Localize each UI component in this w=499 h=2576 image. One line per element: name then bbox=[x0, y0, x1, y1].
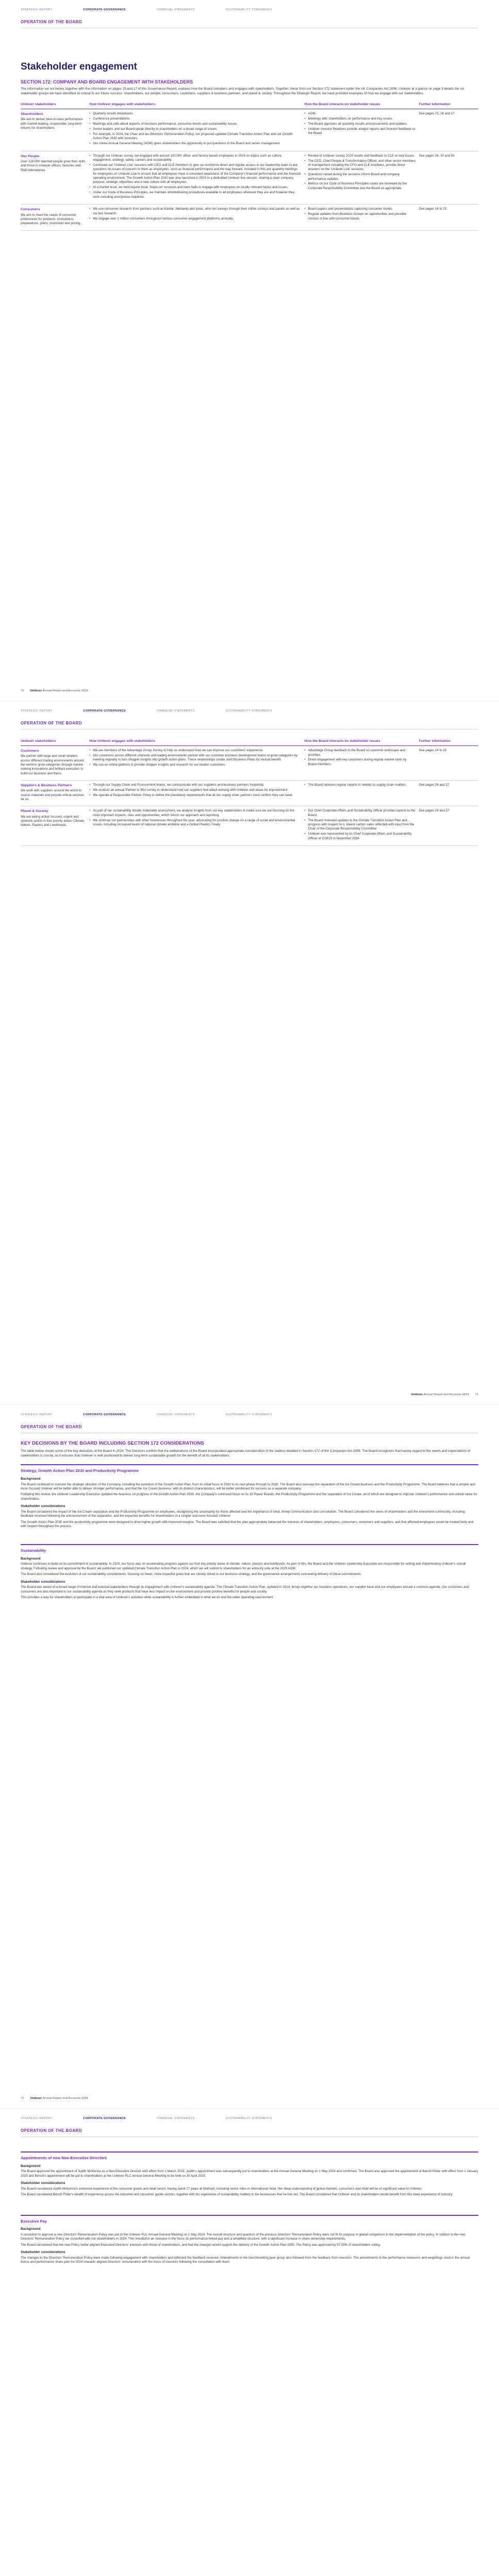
col-header: Unilever stakeholders bbox=[21, 738, 89, 745]
stakeholder-description: We work with suppliers around the world to source materials and provide critical services for us. bbox=[21, 789, 85, 802]
page-number: 72 bbox=[21, 2097, 24, 2100]
further-info-link[interactable]: See pages 14 to 23 bbox=[419, 205, 478, 230]
stakeholder-cell bbox=[21, 109, 89, 151]
col-header: Further information bbox=[419, 101, 478, 109]
table-body bbox=[21, 109, 478, 230]
list-item: • Meetings with shareholders on performance and key issues. bbox=[305, 117, 416, 121]
table-body bbox=[21, 746, 478, 846]
stakeholder-name: Our People bbox=[21, 154, 40, 158]
page-3 bbox=[0, 1404, 499, 2108]
col-header: Unilever stakeholders bbox=[21, 101, 89, 109]
background-label: Background bbox=[21, 1556, 41, 1561]
stakeholder-table bbox=[21, 101, 478, 230]
stakeholder-name: Customers bbox=[21, 749, 39, 753]
page-1 bbox=[0, 0, 499, 701]
decision-title: Executive Pay bbox=[21, 2218, 47, 2224]
list-item: • The Board reviewed updates to the Climate Transition Action Plan and progress with respect to it, lowest carbon sales reflected with input from the Chair of the Corporate Responsibility Committee. bbox=[305, 819, 416, 832]
list-item: • For example, in 2024, the Chair and our Directors' Remuneration Policy, our proposed updated Climate Transition Action Plan and our Growth Action Plan 2030 with investors. bbox=[89, 132, 301, 141]
list-item: • Regular updates from Business Groups on opportunities and possible choices in line with consumer trends. bbox=[305, 212, 416, 221]
further-info-link[interactable]: See pages 24 and 27 bbox=[419, 806, 478, 846]
list-item: • Metrics on our Code of Business Principles cases are reviewed by the Corporate Responsibility Committee and the Board as appropriate. bbox=[305, 182, 416, 191]
stakeholder-cell bbox=[21, 151, 89, 205]
engagement-cell bbox=[89, 781, 304, 806]
stakeholder-cell bbox=[21, 205, 89, 230]
list-item: • Direct engagement with key customers during regular market visits by Board members. bbox=[305, 758, 416, 767]
list-item: • At a market level, we held regular local, 'boots-on' sessions and town halls to engage with employees on locally relevant topics and issues. bbox=[89, 185, 301, 190]
stakeholder-description: We aim to deliver best-in-class performance with market-leading, responsible, long-term returns for shareholders. bbox=[21, 117, 83, 130]
list-item: • The Board receives regular reports in relation to supply chain matters. bbox=[305, 783, 416, 787]
board-cell bbox=[305, 781, 419, 806]
list-item: • Advantage Group feedback to the Board on customer landscape and priorities. bbox=[305, 749, 416, 757]
nav-corporate-governance[interactable]: CORPORATE GOVERNANCE bbox=[83, 8, 126, 11]
list-item: • We continue our partnerships with other businesses throughout the year, advocating for positive change on a range of social and environmental issues, including increased levels of national climate ambition and a Global Plastics Treaty. bbox=[89, 819, 301, 827]
list-item: • Unilever Investor Relations provide analyst reports and Investor feedback to the Board. bbox=[305, 127, 416, 136]
stakeholder-description: We are taking action focused, urgent and systemic action in four priority areas: Climate, Nature, Plastics and Livelihoods. bbox=[21, 815, 85, 827]
page-2 bbox=[0, 701, 499, 1404]
list-item: • As part of our sustainability double materiality assessment, we analyse insights from our key stakeholders to make sure we are focusing on the most important impacts, risks and opportunities, which inform our approach and reporting. bbox=[89, 809, 301, 818]
board-cell bbox=[305, 806, 419, 846]
section-label: OPERATION OF THE BOARD bbox=[21, 720, 82, 725]
top-nav bbox=[21, 2109, 478, 2121]
table-row bbox=[21, 781, 478, 806]
decision-box-strategy bbox=[21, 1464, 478, 1529]
col-header: Further information bbox=[419, 738, 478, 745]
engagement-cell bbox=[89, 806, 304, 846]
footer-brand: Unilever bbox=[30, 689, 42, 693]
nav-sustainability-statements[interactable]: SUSTAINABILITY STATEMENTS bbox=[225, 2117, 272, 2120]
page-number: 70 bbox=[21, 689, 24, 693]
stakeholder-label: Stakeholder considerations bbox=[21, 2250, 65, 2255]
nav-strategic-report[interactable]: STRATEGIC REPORT bbox=[21, 2117, 53, 2120]
list-item: • Senior leaders and our Board speak directly to shareholders on a broad range of issues. bbox=[89, 127, 301, 131]
further-info-link[interactable]: See pages 14 to 23 bbox=[419, 746, 478, 781]
nav-sustainability-statements[interactable]: SUSTAINABILITY STATEMENTS bbox=[225, 1413, 272, 1416]
background-text: The Board continued to oversee the strategic direction of the Company, including the evolution of the Growth Action Plan, from its initial focus in 2023 to its next phase through to 2030. The Board also oversaw the separation of the Ice Cream business and the Productivity Programme. The Board believes that a simpler and more focused Unilever will be better able to deliver stronger performance, and that the Ice Cream business, with its distinct characteristics, will be better positioned for success as a separate company. bbox=[21, 1482, 475, 1490]
col-header: How Unilever engages with stakeholders bbox=[89, 101, 304, 109]
list-item: • Through our Unilever survey, we engaged with around 100,000 office- and factory-based employees in 2024 on topics such as culture, engagement, strategy, safety, careers and sustainability. bbox=[89, 154, 301, 163]
nav-corporate-governance[interactable]: CORPORATE GOVERNANCE bbox=[83, 2117, 126, 2120]
nav-financial-statements[interactable]: FINANCIAL STATEMENTS bbox=[157, 2117, 195, 2120]
col-header: How the Board interacts on stakeholder issues bbox=[305, 738, 419, 745]
stakeholder-name: Consumers bbox=[21, 208, 40, 212]
stakeholder-name: Shareholders bbox=[21, 112, 43, 116]
stakeholder-table-continued bbox=[21, 738, 478, 846]
intro-paragraph: The information set out below, together with the information on pages 15 and 17 of this Governance Report, explains how the Board considers and engages with stakeholders. Together, these form our Section 172 statement under the UK Companies Act 2006. Unilever at a glance on page 3 details the six stakeholder groups we have identified as critical to our future success: shareholders, our people, consumers, customers, suppliers & business partners, and planet & society. Throughout the Strategic Report, we have provided examples of how we engage with our stakeholders. bbox=[21, 87, 464, 95]
list-item: • Under our Code of Business Principles, we maintain whistleblowing procedures available to all employees wherever they are and however they work including anonymous helplines. bbox=[89, 191, 301, 199]
board-cell bbox=[305, 109, 419, 151]
list-item: • Questions raised during the sessions inform Board and company performance updates. bbox=[305, 173, 416, 181]
nav-sustainability-statements[interactable]: SUSTAINABILITY STATEMENTS bbox=[225, 8, 272, 11]
decision-box-appointments bbox=[21, 2151, 478, 2197]
key-decisions-title: KEY DECISIONS BY THE BOARD INCLUDING SECTION 172 CONSIDERATIONS bbox=[21, 1440, 204, 1447]
stakeholder-text: The Board considered Judith McKenna's extensive experience of the consumer goods and retail sector, having spent 27 years at Walmart, including senior roles in international retail. Her deep understanding of global markets, consumers and retail will be of significant value to Unilever. bbox=[21, 2187, 422, 2191]
list-item: • Through our Supply Chain and Procurement teams, we communicate with our suppliers and business partners frequently. bbox=[89, 783, 301, 787]
list-item: • We operate a Responsible Partner Policy to define the mandatory requirements that all our supply chain partners must confirm they can meet. bbox=[89, 793, 301, 798]
section-label: OPERATION OF THE BOARD bbox=[21, 2128, 82, 2133]
footer-brand: Unilever bbox=[411, 1393, 423, 1397]
decision-title: Sustainability bbox=[21, 1548, 46, 1553]
engagement-cell bbox=[89, 151, 304, 205]
nav-strategic-report[interactable]: STRATEGIC REPORT bbox=[21, 8, 53, 11]
decision-title: Appointments of new Non-Executive Directors bbox=[21, 2156, 107, 2161]
board-cell bbox=[305, 746, 419, 781]
list-item: • We use consumer research from partners such as Kantar, Nielsenlq and Ipsos, who run surveys through their online surveys and panels as well as via fact research. bbox=[89, 207, 301, 216]
footer-brand: Unilever bbox=[30, 2097, 42, 2100]
table-header-row bbox=[21, 738, 478, 745]
engagement-cell bbox=[89, 205, 304, 230]
list-item: • Quarterly results broadcasts. bbox=[89, 112, 301, 116]
list-item: • AGM. bbox=[305, 112, 416, 116]
list-item: • We are members of the Advantage Group Survey to help us understand how we can improve our customers' experience. bbox=[89, 749, 301, 753]
nav-corporate-governance[interactable]: CORPORATE GOVERNANCE bbox=[83, 1413, 126, 1416]
further-info-link[interactable]: See pages 24, 30 and 53 bbox=[419, 151, 478, 205]
list-item: • Our online Annual General Meeting (AGM) gives shareholders the opportunity to put questions to the Board and senior management. bbox=[89, 142, 301, 146]
stakeholder-text: This provides a way for shareholders to participate in a vital area of Unilever's activities while sustainability is further embedded in what we do and the wider operating environment. bbox=[21, 1596, 274, 1600]
footer-report: Annual Report and Accounts 2024 bbox=[423, 1393, 469, 1397]
stakeholder-text: The changes to the Directors' Remuneration Policy were made following engagement with shareholders and reflected the feedback received. Amendments to the benchmarking peer group also followed from the feedback from investors. The amendments to the performance measures and weightings used in the annual bonus and performance share plan for 2024 onwards aligned Directors' remuneration with the focus of investors following the consultation with them. bbox=[21, 2256, 470, 2264]
page-4 bbox=[0, 2108, 499, 2576]
footer-report: Annual Report and Accounts 2024 bbox=[42, 689, 88, 693]
list-item: • Meetings and calls about aspects of business performance, consumer trends and sustainability issues. bbox=[89, 122, 301, 126]
section-label: OPERATION OF THE BOARD bbox=[21, 19, 82, 24]
list-item: • The Board approves all quarterly results announcements and updates. bbox=[305, 122, 416, 126]
stakeholder-name: Suppliers & Business Partners bbox=[21, 784, 72, 788]
background-text: The Board also considered the evolution of our sustainability commitments, focusing on fewer, more impactful goals that are closely linked to our business strategy, and the governance arrangements overseeing delivery of these commitments. bbox=[21, 1572, 362, 1577]
board-cell bbox=[305, 151, 419, 205]
list-item: • Board papers and presentations capturing consumer trends. bbox=[305, 207, 416, 211]
background-text: The Board considered that the new Policy better aligned Executive Directors' interests with those of shareholders, and that the changes would support the delivery of the Growth Action Plan 2030. The Policy was approved by 97.09% of shareholders voting. bbox=[21, 2243, 381, 2247]
top-nav bbox=[21, 0, 478, 12]
decision-box-executive-pay bbox=[21, 2215, 478, 2265]
background-label: Background bbox=[21, 1477, 41, 1481]
decision-box-sustainability bbox=[21, 1544, 478, 1600]
stakeholder-cell bbox=[21, 781, 89, 806]
stakeholder-cell bbox=[21, 806, 89, 846]
nav-sustainability-statements[interactable]: SUSTAINABILITY STATEMENTS bbox=[225, 709, 272, 713]
engagement-cell bbox=[89, 109, 304, 151]
list-item: • Our customers across different channels and trading environments partner with our customer business development teams to grow categories by meeting regularly to turn shopper insights into growth action plans. These relationships create Joint Business Plans for mutual benefit. bbox=[89, 754, 301, 762]
section-heading: SECTION 172: COMPANY AND BOARD ENGAGEMENT WITH STAKEHOLDERS bbox=[21, 79, 193, 84]
list-item: • We engage over 1 million consumers throughout various consumer engagement platforms annually. bbox=[89, 217, 301, 221]
further-info-link[interactable]: See pages 72, 16 and 17 bbox=[419, 109, 478, 151]
top-nav bbox=[21, 1405, 478, 1417]
page-footer bbox=[21, 689, 88, 693]
stakeholder-text: The Board was aware of a broad range of internal and external stakeholders through its engagement with Unilever's sustainability agenda. The Climate Transition Action Plan, updated in 2024, brings together our business operations, our supplier base and our employees around a common agenda. Our customers and consumers are also important to our sustainability agenda as they seek products that have less impact on the environment and provide positive benefits for people and society. bbox=[21, 1585, 469, 1594]
background-label: Background bbox=[21, 2164, 41, 2168]
stakeholder-label: Stakeholder considerations bbox=[21, 1580, 65, 1584]
decision-title: Strategy, Growth Action Plan 2030 and Productivity Programme bbox=[21, 1468, 139, 1473]
stakeholder-label: Stakeholder considerations bbox=[21, 2181, 65, 2185]
stakeholder-description: We partner with large and small retailers across different trading environments around the world to grow categories through market-making innovations and brilliant execution to build our business and theirs. bbox=[21, 754, 84, 775]
table-row bbox=[21, 806, 478, 846]
top-nav bbox=[21, 701, 478, 714]
stakeholder-description: We aim to meet the needs of consumer preferences for products, innovations, preparations, plans, promotion and pricing. bbox=[21, 213, 81, 226]
engagement-cell bbox=[89, 746, 304, 781]
stakeholder-cell bbox=[21, 746, 89, 781]
list-item: • Review of Unilever survey 2024 results and feedback to CLE on key issues. bbox=[305, 154, 416, 158]
page-footer bbox=[21, 2097, 88, 2101]
divider bbox=[21, 729, 478, 730]
list-item: • We use an online platform to provide shopper insights and research for our retailer customers. bbox=[89, 763, 301, 767]
page-number: 71 bbox=[475, 1393, 478, 1397]
table-row bbox=[21, 205, 478, 230]
nav-financial-statements[interactable]: FINANCIAL STATEMENTS bbox=[157, 1413, 195, 1416]
key-decisions-intro: The table below shows some of the key decisions of the Board in 2024. The Directors confirm that the deliberations of the Board incorporated appropriate consideration of the matters detailed in Section 172 of the Companies Act 2006. The Board recognises that having regard to the needs and expectations of stakeholders is crucial, as it ensures that Unilever is well positioned to deliver long-term sustainable growth for the benefit of all its stakeholders. bbox=[21, 1449, 471, 1458]
list-item: • Continued our 'Unilever Live' sessions with CEO and CLE members to give our workforce direct and regular access to our leadership team to ask questions on issues of concern to them as employees, such as financial performance and the way forward. Included in this are quarterly briefings for employees on Unilever Live to ensure that all employees have a consistent awareness of the Company's financial performance and the financial operating environment. The Growth Action Plan 2030 was also launched in 2024 in a dedicated Unilever live session, sharing a clear company purpose, strategic objectives and a new culture with all employees. bbox=[89, 163, 301, 185]
section-label: OPERATION OF THE BOARD bbox=[21, 1424, 82, 1429]
table-row bbox=[21, 746, 478, 781]
further-info-link[interactable]: See pages 26 and 27 bbox=[419, 781, 478, 806]
stakeholder-text: The Board considered Benoît Potier's wealth of experience across the industrial and consumer goods sectors, together with his experience of sustainability matters in the businesses that he has led. The Board considered that Unilever and its shareholders would benefit from this deep experience of industry. bbox=[21, 2193, 453, 2197]
list-item: • Our Chief Corporate Affairs and Sustainability Officer provides reports to the Board. bbox=[305, 809, 416, 818]
list-item: • We conduct an annual Partner to Win survey to understand how our suppliers feel about working with Unilever and areas for improvement. bbox=[89, 788, 301, 792]
stakeholder-text: The Growth Action Plan 2030 and the productivity programme were designed to drive higher growth with improved margins. The Board was satisfied that the plan appropriately balanced the interests of shareholders, employees, consumers, customers and suppliers, and that affected employees would be treated fairly and with respect throughout the process. bbox=[21, 1520, 474, 1528]
nav-financial-statements[interactable]: FINANCIAL STATEMENTS bbox=[157, 8, 195, 11]
nav-financial-statements[interactable]: FINANCIAL STATEMENTS bbox=[157, 709, 195, 713]
stakeholder-name: Planet & Society bbox=[21, 809, 48, 814]
nav-strategic-report[interactable]: STRATEGIC REPORT bbox=[21, 1413, 53, 1416]
list-item: • The CEO, Chief People & Transformation Officer, and other senior members of management including the CFO and CLE members, provide direct answers on the 'Unilever Live' sessions. bbox=[305, 159, 416, 172]
page-footer bbox=[411, 1393, 478, 1397]
table-row bbox=[21, 151, 478, 205]
col-header: How the Board interacts on stakeholder issues bbox=[305, 101, 419, 109]
background-text: Unilever continues to build on its commitment to sustainability. In 2024, our focus was on accelerating progress against our four key priority areas of climate, nature, plastics and livelihoods. As part of this, the Board and the Unilever Leadership Executive are responsible for setting and implementing Unilever's overall strategy. Following review and approval by the Board, we published our updated Climate Transition Action Plan in 2024, which we will submit to shareholders for an advisory vote at the 2025 AGM. bbox=[21, 1562, 466, 1570]
background-text: Following this review, the Unilever Leadership Executive updated the business on progress of the Growth Action Plan 2030, the Company's continued focus on its 30 Power Brands, the Productivity Programme and the separation of Ice Cream, all of which are designed to improve Unilever's performance and unlock value for shareholders. bbox=[21, 1493, 477, 1501]
page-title: Stakeholder engagement bbox=[21, 61, 137, 73]
stakeholder-label: Stakeholder considerations bbox=[21, 1504, 65, 1509]
background-label: Background bbox=[21, 2227, 41, 2231]
list-item: • Conference presentations. bbox=[89, 117, 301, 121]
table-header-row bbox=[21, 101, 478, 109]
stakeholder-description: Over 128,000 talented people grow their skills and thrive in Unilever offices, factories and R&D laboratories. bbox=[21, 159, 86, 172]
board-cell bbox=[305, 205, 419, 230]
background-text: The Board approved the appointment of Judith McKenna as a Non-Executive Director with effect from 1 March 2024. Judith's appointment was subsequently put to shareholders at the Annual General Meeting on 1 May 2024 and confirmed. The Board also approved the appointment of Benoît Potier with effect from 1 January 2025 and Benoît's appointment will be put to shareholders at the Unilever PLC Annual General Meeting to be held on 30 April 2025. bbox=[21, 2170, 478, 2178]
col-header: How Unilever engages with stakeholders bbox=[89, 738, 304, 745]
background-text: A resolution to approve a new Directors' Remuneration Policy was put to the Unilever PLC Annual General Meeting on 1 May 2024. The overall structure and quantum of the previous Directors' Remuneration Policy were not fit for purpose in global comparison in the implementation of the policy. In relation to the new Directors' Remuneration Policy we consulted with our shareholders in 2024. This resulted in an increase in the focus on performance-linked pay and a simplified structure, with a significant increase in share ownership requirements. bbox=[21, 2232, 465, 2241]
list-item: • Unilever was represented by its Chief Corporate Affairs and Sustainability Officer at COP29 in November 2024. bbox=[305, 832, 416, 841]
nav-strategic-report[interactable]: STRATEGIC REPORT bbox=[21, 709, 53, 713]
nav-corporate-governance[interactable]: CORPORATE GOVERNANCE bbox=[83, 709, 126, 713]
table-row bbox=[21, 109, 478, 151]
stakeholder-text: The Board considered the impact of the Ice Cream separation and the Productivity Programme on employees, recognising the uncertainty for those affected and the importance of clear, timely communication and consultation. The Board considered the views of shareholders and the investment community, including feedback received following the announcement of the separation, and the expected benefits for shareholders of a simpler and more focused Unilever. bbox=[21, 1510, 465, 1518]
footer-report: Annual Report and Accounts 2024 bbox=[42, 2097, 88, 2100]
